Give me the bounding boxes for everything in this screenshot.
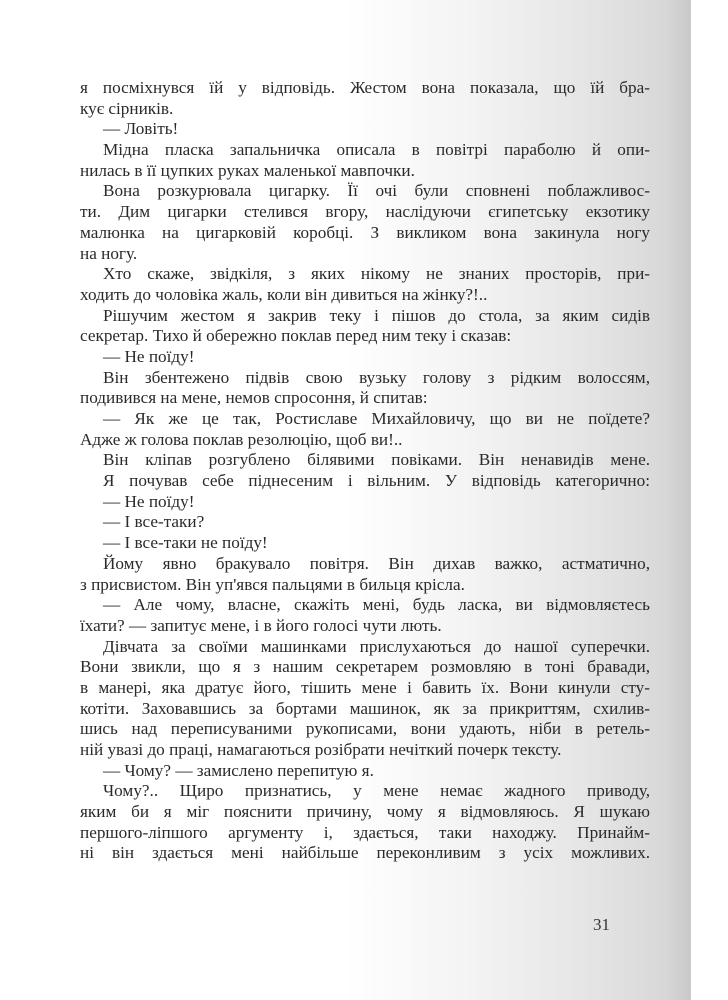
text-line: Чому?.. Щиро признатись, у мене немає жадного приводу, [103,781,650,801]
text-line: я посміхнувся їй у відповідь. Жестом вона показала, що їй бра- [80,78,650,97]
text-line: Я почував себе піднесеним і вільним. У відповідь категорично: [103,471,650,491]
text-line: — І все-таки? [103,512,205,532]
text-line: нилась в її цупких руках маленької мавпочки. [80,160,415,180]
text-line: ній увазі до праці, намагаються розібрати нечіткий почерк тексту. [80,740,562,759]
text-line: яким би я міг пояснити причину, чому я відмовляюсь. Я шукаю [80,802,650,822]
text-line: Адже ж голова поклав резолюцію, щоб ви!.. [80,429,403,449]
text-line: ходить до чоловіка жаль, коли він дивиться на жінку?!.. [80,284,488,304]
text-line: ні він здається мені найбільше переконливим з усіх можливих. [80,843,650,863]
text-line: — Чому? — замислено перепитую я. [103,760,374,780]
text-line: Мідна пласка запальничка описала в повітрі параболю й опи- [103,140,650,160]
page-number: 31 [593,915,610,934]
text-line: Вона розкурювала цигарку. Її очі були сповнені поблажливос- [103,181,650,201]
text-line: Він кліпав розгублено білявими повіками. Він ненавидів мене. [103,450,650,470]
text-line: — Ловіть! [103,119,179,139]
text-line: Він збентежено підвів свою вузьку голову з рідким волоссям, [103,367,650,387]
text-line: подивився на мене, немов спросоння, й спитав: [80,388,428,408]
text-line: їхати? — запитує мене, і в його голосі чути лють. [80,615,442,635]
text-line: — Як же це так, Ростиславе Михайловичу, що ви не поїдете? [103,409,650,428]
text-line: ти. Дим цигарки стелився вгору, наслідуючи єгипетську екзотику [80,202,650,222]
text-line: — Але чому, власне, скажіть мені, будь ласка, ви відмовляєтесь [103,595,650,615]
text-line: шись над переписуваними рукописами, вони удають, ніби в ретель- [80,719,650,739]
text-line: малюнка на цигарковій коробці. З викликом вона закинула ногу [80,222,650,242]
text-line: — І все-таки не поїду! [103,533,268,553]
text-line: першого-ліпшого аргументу і, здається, таки находжу. Принайм- [80,822,650,842]
text-line: — Не поїду! [103,346,195,366]
page-body-text [80,78,650,864]
text-line: з присвистом. Він уп'явся пальцями в бильця крісла. [80,574,465,594]
text-line: Хто скаже, звідкіля, з яких нікому не знаних просторів, при- [103,264,650,284]
text-line: кує сірників. [80,98,174,118]
text-line: Дівчата за своїми машинками прислухаються до нашої суперечки. [103,636,650,656]
text-line: — Не поїду! [103,491,195,511]
text-line: в манері, яка дратує його, тішить мене і бавить їх. Вони кинули сту- [80,677,650,697]
text-line: секретар. Тихо й обережно поклав перед ним теку і сказав: [80,326,512,346]
text-line: на ногу. [80,243,138,263]
text-line: Вони звикли, що я з нашим секретарем розмовляю в тоні бравади, [80,657,650,677]
text-line: Йому явно бракувало повітря. Він дихав важко, астматично, [103,553,650,573]
text-line: Рішучим жестом я закрив теку і пішов до стола, за яким сидів [103,305,650,325]
text-line: котіти. Заховавшись за бортами машинок, як за прикриттям, схилив- [80,698,650,718]
